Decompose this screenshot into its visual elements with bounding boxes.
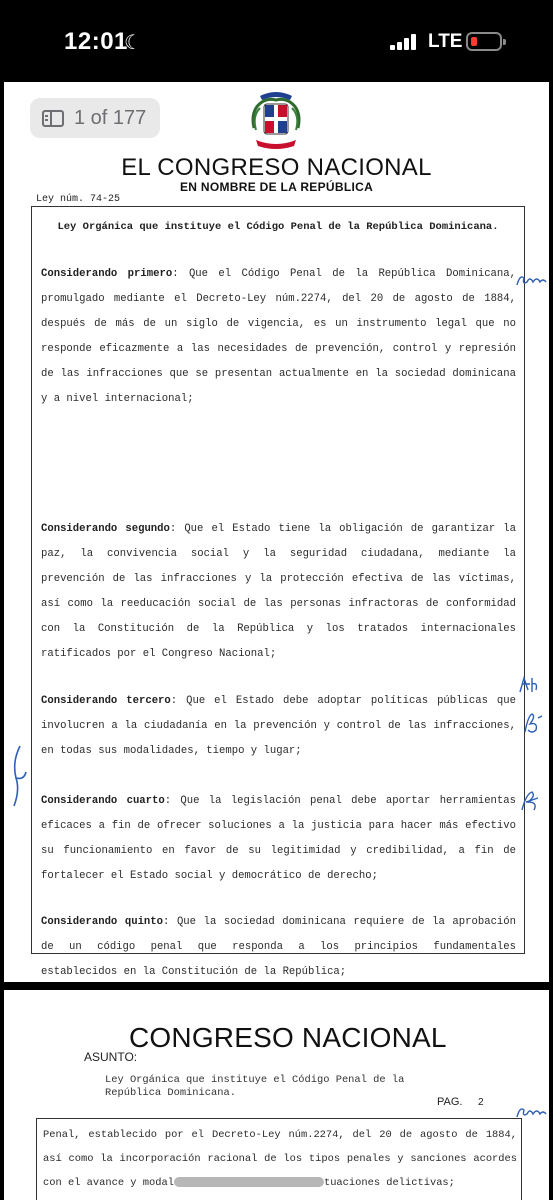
considerando-label: Considerando tercero [41,695,171,707]
battery-icon [466,32,502,51]
considerando-label: Considerando segundo [41,523,170,535]
page2-content-box [36,1118,522,1200]
document-page-1[interactable] [4,82,549,982]
page2-text: Penal, establecido por el Decreto-Ley núm.2274, del 20 de agosto de 1884, así como la incorporación racional de los tipos penales y sanciones acordes con el avance y modal [43,1129,517,1189]
document-title: EL CONGRESO NACIONAL [121,154,432,181]
law-heading: Ley Orgánica que instituye el Código Penal de la República Dominicana. [57,221,499,233]
moon-icon: ☾ [124,32,142,54]
redaction-bar [174,1177,324,1187]
considerando-label: Considerando quinto [41,916,164,928]
law-number: Ley núm. 74-25 [36,194,121,205]
page-counter-label: 1 of 177 [74,106,147,129]
clock: 12:01 [64,28,128,55]
considerando-text: : Que la sociedad dominicana requiere de la aprobación de un código penal que responda a los principios fundamentales establecidos en la Constitución de la República; [41,916,517,978]
considerando-text: : Que el Estado debe adoptar políticas públicas que involucren a la ciudadanía en la prevención y control de las infracciones, en todas sus modalidades, tiempo y lugar; [41,695,516,757]
considerando-text: : Que el Estado tiene la obligación de garantizar la paz, la convivencia social y la seguridad ciudadana, mediante la prevención de las infracciones y la protección efectiva de las víctimas, así como la reeducación social de las personas infractoras de conformidad con la Constitución de la República y los tratados internacionales ratificados por el Congreso Nacional; [41,523,516,660]
document-subtitle: EN NOMBRE DE LA REPÚBLICA [179,180,374,194]
handwritten-initials-icon [516,788,544,814]
coat-of-arms-icon [246,90,306,154]
signal-icon [390,34,418,50]
document-page-2[interactable] [4,990,549,1200]
considerando-label: Considerando primero [41,268,173,280]
considerando-paragraph [41,789,516,889]
considerando-paragraph [41,262,516,412]
pag-number: 2 [478,1097,484,1108]
considerando-paragraph [41,910,516,982]
handwritten-initials-icon [520,710,546,736]
page-counter[interactable] [30,98,160,138]
asunto-label: ASUNTO: [84,1050,138,1064]
considerando-paragraph [41,517,516,667]
page2-paragraph [43,1123,517,1195]
sidebar-icon [42,110,64,127]
handwritten-signature-icon [8,742,30,812]
considerando-label: Considerando cuarto [41,795,165,807]
network-label: LTE [428,31,463,52]
considerando-paragraph [41,689,516,764]
pag-label: PAG. [437,1096,463,1108]
considerando-text: : Que el Código Penal de la República Dominicana, promulgado mediante el Decreto-Ley núm.2274, del 20 de agosto de 1884, después de más de un siglo de vigencia, es un instrumento legal que no responde eficazmente a las necesidades de prevención, control y represión de las infracciones que se presentan actualmente en la sociedad dominicana y a nivel internacional; [41,268,516,405]
considerando-text: : Que la legislación penal debe aportar herramientas eficaces a fin de ofrecer soluciones a la justicia para hacer más efectivo su funcionamiento en favor de su legitimidad y credibilidad, a fin de fortalecer el Estado social y democrático de derecho; [41,795,516,882]
page2-title: CONGRESO NACIONAL [129,1022,447,1053]
handwritten-initials-icon [516,674,544,696]
page2-text-end: tuaciones delictivas; [323,1177,455,1189]
handwritten-initials-icon [514,270,548,292]
page2-subject: Ley Orgánica que instituye el Código Penal de la República Dominicana. [105,1074,405,1099]
content-box [31,206,525,978]
status-bar [0,0,553,82]
